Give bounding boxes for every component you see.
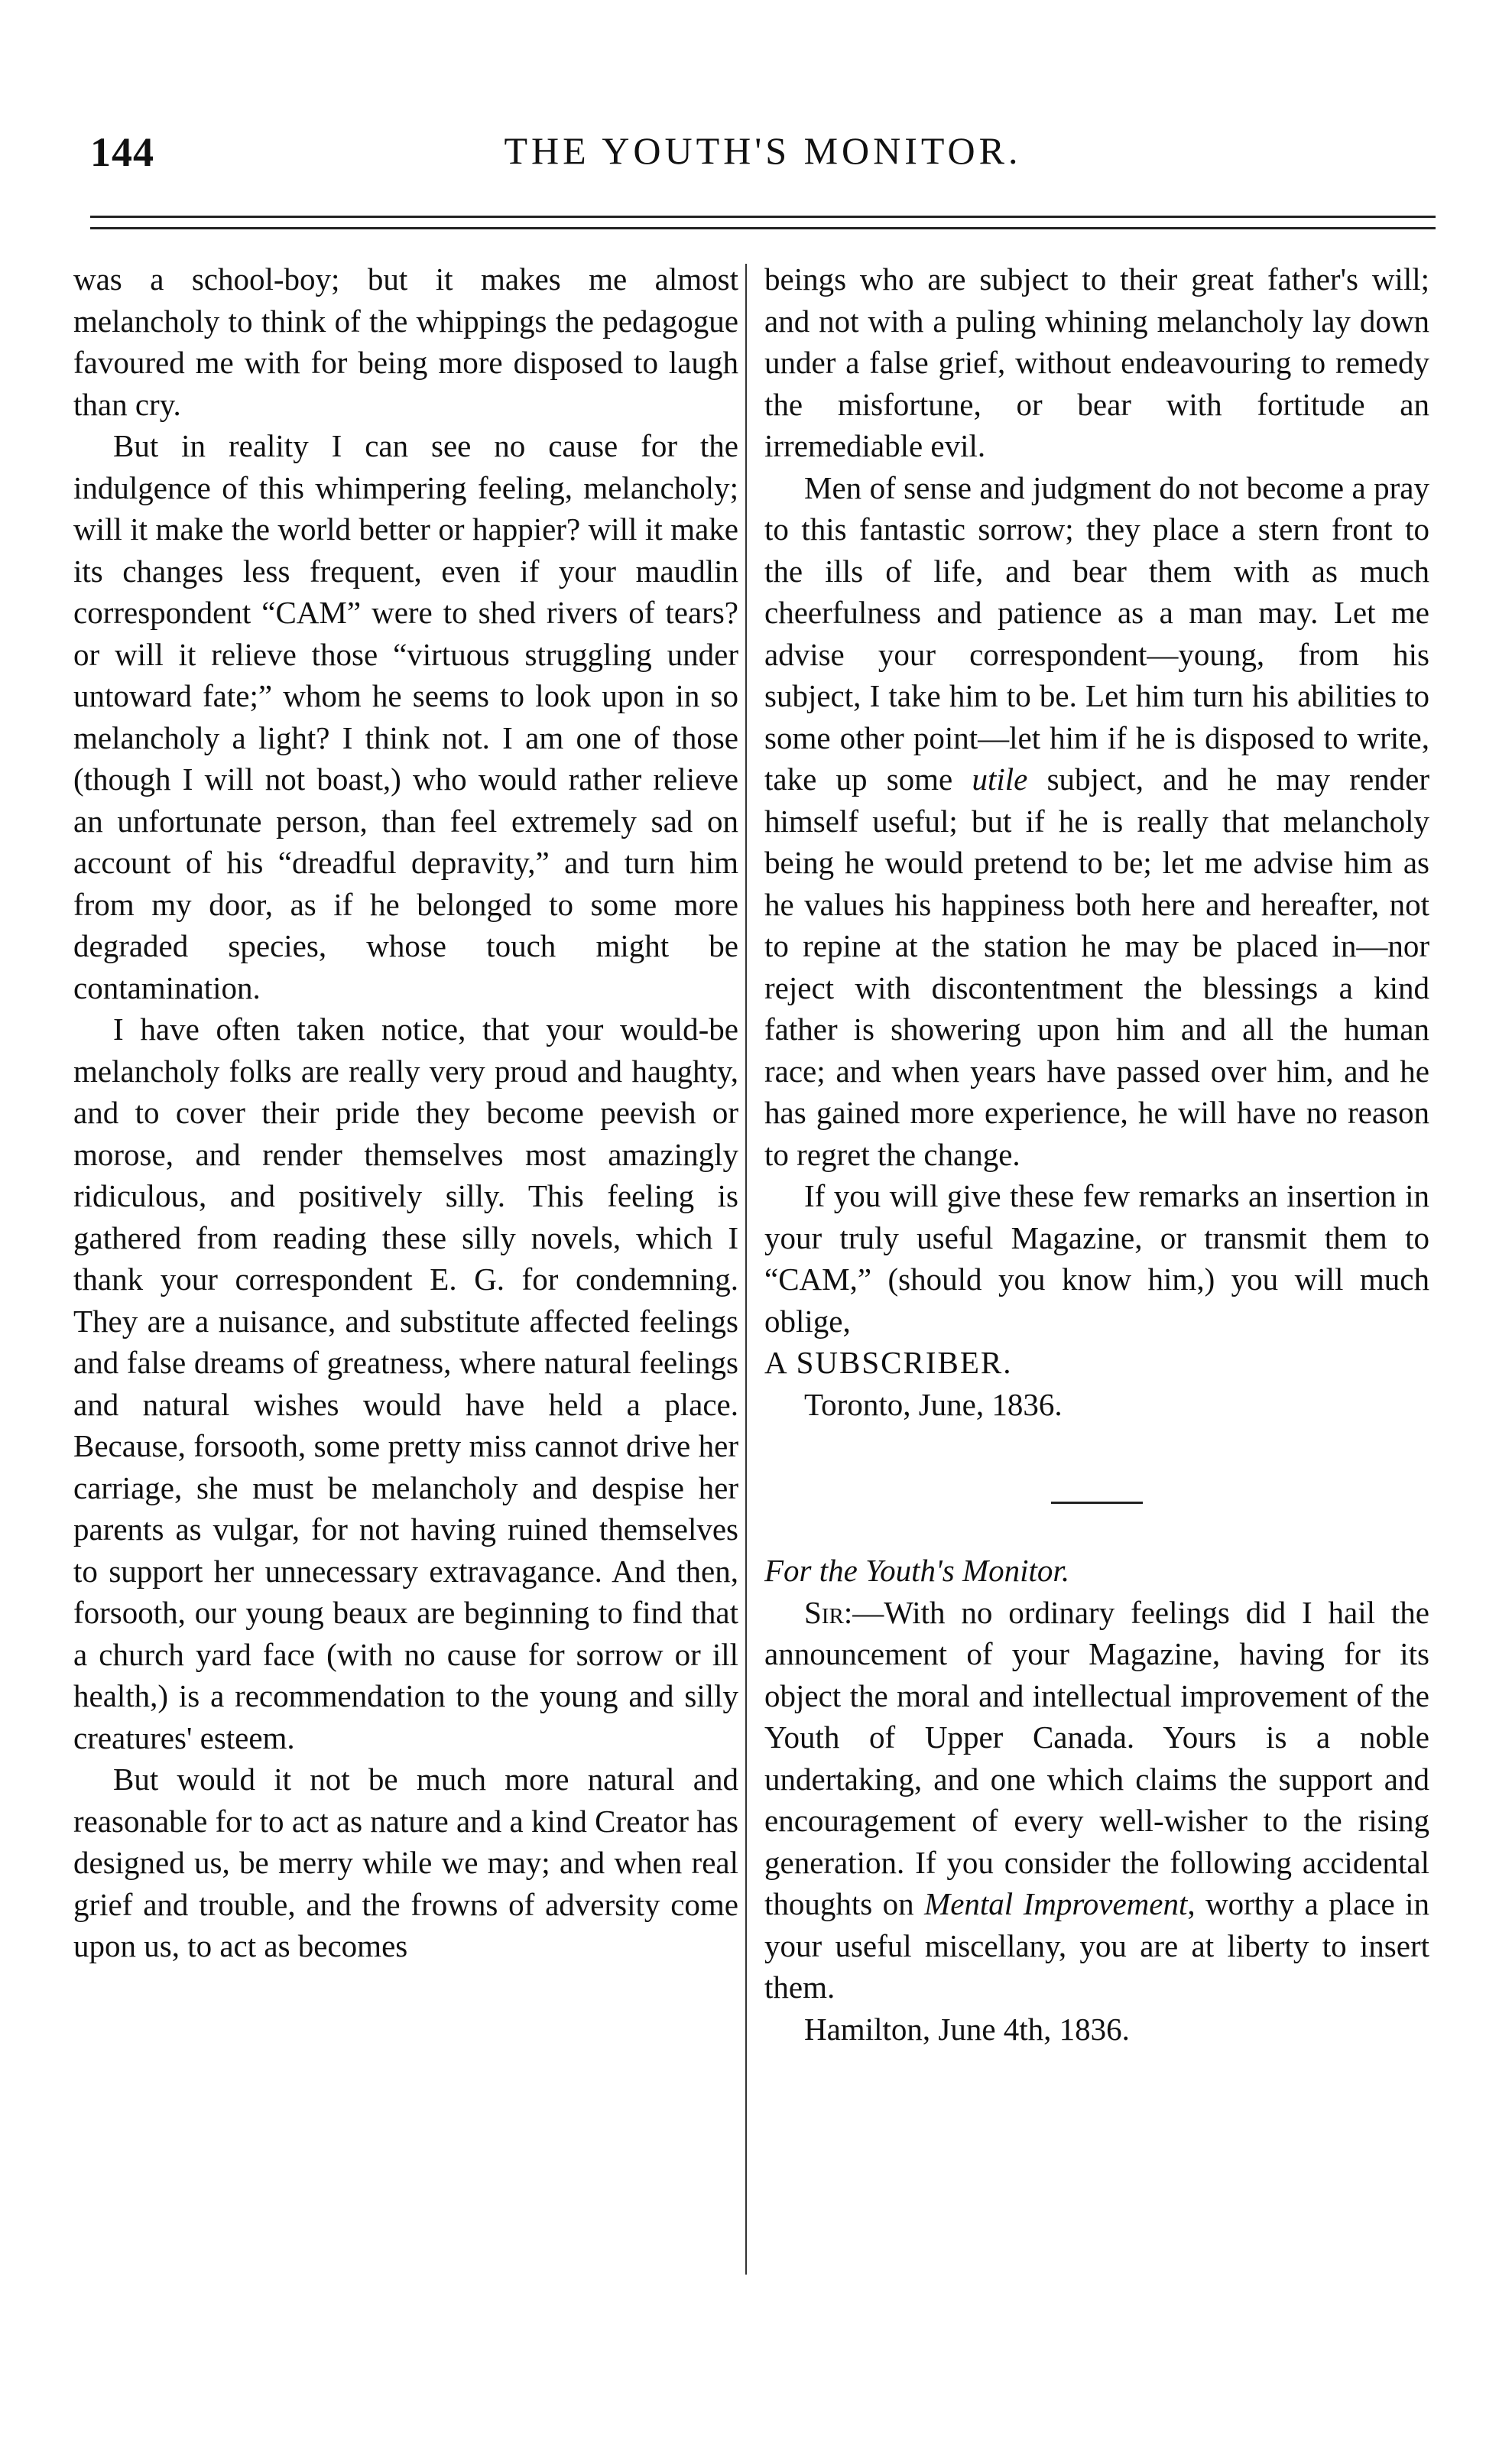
right-paragraph-2-text-b: subject, and he may render himself useful; but if he is really that melancholy being he would pretend to be; let me advise him as he values his happiness both here and hereafter, not to repine at the station he may be placed in—nor reject with discontentment the blessings a kind father is showering upon him and all the human race; and when years have passed over him, and he has gained more experience, he will have no reason to regret the change.: [764, 762, 1429, 1172]
dateline-toronto: Toronto, June, 1836.: [804, 1386, 1063, 1422]
section-separator-rule: [1051, 1502, 1143, 1504]
mental-improvement-phrase: Mental Improvement: [924, 1886, 1188, 1921]
left-paragraph-4: But would it not be much more natural and reasonable for to act as nature and a kind Creator has designed us, be merry while we may; and when real grief and trouble, and the frowns of adversity come upon us, to act as becomes: [73, 1762, 738, 1963]
page-number: 144: [90, 129, 154, 175]
right-paragraph-3: If you will give these few remarks an insertion in your truly useful Magazine, or transmit them to “CAM,” (should you know him,) you will much oblige,: [764, 1178, 1429, 1339]
section-heading: For the Youth's Monitor.: [764, 1553, 1070, 1588]
utile-word: utile: [972, 762, 1028, 797]
page-header: [90, 128, 1436, 190]
right-paragraph-2: [764, 467, 1429, 1176]
signature: A SUBSCRIBER.: [764, 1345, 1013, 1380]
letter-text-b: , worthy a place in your useful miscellany, you are at liberty to insert them.: [764, 1886, 1429, 2005]
left-column: [73, 258, 738, 1967]
letter-text-a: :—With no ordinary feelings did I hail the announcement of your Magazine, having for its object the moral and intellectual improvement of the Youth of Upper Canada. Yours is a noble undertaking, and one which claims the support and encouragement of every well-wisher to the rising generation. If you consider the following accidental thoughts on: [764, 1594, 1429, 1921]
right-paragraph-2-text-a: Men of sense and judgment do not become a pray to this fantastic sorrow; they place a stern front to the ills of life, and bear them with as much cheerfulness and patience as a man may. Let me advise your correspondent—young, from his subject, I take him to be. Let him turn his abilities to some other point—let him if he is disposed to write, take up some: [764, 469, 1429, 797]
left-paragraph-2: But in reality I can see no cause for the indulgence of this whimpering feeling, melancholy; will it make the world better or happier? will it make its changes less frequent, even if your maudlin correspondent “CAM” were to shed rivers of tears? or will it relieve those “virtuous struggling under untoward fate;” whom he seems to look upon in so melancholy a light? I think not. I am one of those (though I will not boast,) who would rather relieve an unfortunate person, than feel extremely sad on account of his “dreadful depravity,” and turn him from my door, as if he belonged to some more degraded species, whose touch might be contamination.: [73, 428, 738, 1005]
letter-paragraph: [764, 1592, 1429, 2008]
right-paragraph-1: beings who are subject to their great father's will; and not with a puling whining melancholy lay down under a false grief, without endeavouring to remedy the misfortune, or bear with fortitude an irremediable evil.: [764, 261, 1429, 463]
header-double-rule: [90, 216, 1436, 229]
left-paragraph-3: I have often taken notice, that your would-be melancholy folks are really very proud and haughty, and to cover their pride they become peevish or morose, and render themselves most amazingly ridiculous, and positively silly. This feeling is gathered from reading these silly novels, which I thank your correspondent E. G. for condemning. They are a nuisance, and substitute affected feelings and false dreams of greatness, where natural feelings and natural wishes would have held a place. Because, forsooth, some pretty miss cannot drive her carriage, she must be melancholy and despise her parents as vulgar, for not having ruined themselves to support her unnecessary extravagance. And then, forsooth, our young beaux are beginning to find that a church yard face (with no cause for sorrow or ill health,) is a recommendation to the young and silly creatures' esteem.: [73, 1012, 738, 1755]
dateline-hamilton: Hamilton, June 4th, 1836.: [804, 2011, 1130, 2047]
left-paragraph-1: was a school-boy; but it makes me almost melancholy to think of the whippings the pedagogue favoured me with for being more disposed to laugh than cry.: [73, 261, 738, 422]
running-title: THE YOUTH'S MONITOR.: [504, 129, 1022, 172]
column-divider: [745, 264, 747, 2275]
right-column: [764, 258, 1429, 2050]
letter-salutation: Sir: [804, 1594, 844, 1630]
